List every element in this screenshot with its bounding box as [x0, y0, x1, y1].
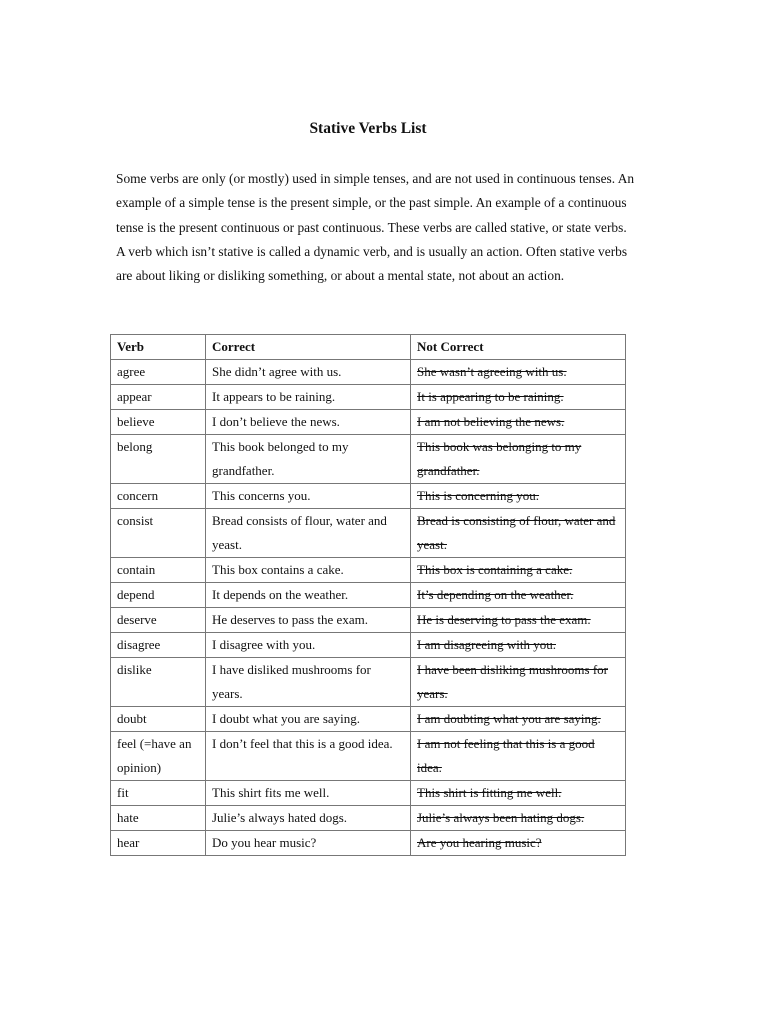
verb-cell: disagree — [111, 633, 206, 658]
incorrect-example-cell: She wasn’t agreeing with us. — [411, 360, 626, 385]
table-row — [111, 633, 626, 658]
incorrect-example-cell: I am doubting what you are saying. — [411, 707, 626, 732]
incorrect-example-cell: Julie’s always been hating dogs. — [411, 806, 626, 831]
verb-cell: feel (=have an opinion) — [111, 732, 206, 781]
correct-example-cell: Bread consists of flour, water and yeast. — [206, 509, 411, 558]
table-row — [111, 410, 626, 435]
verb-cell: fit — [111, 781, 206, 806]
verb-cell: doubt — [111, 707, 206, 732]
verb-cell: contain — [111, 558, 206, 583]
table-row — [111, 558, 626, 583]
correct-example-cell: I have disliked mushrooms for years. — [206, 658, 411, 707]
correct-example-cell: I doubt what you are saying. — [206, 707, 411, 732]
correct-example-cell: She didn’t agree with us. — [206, 360, 411, 385]
table-row — [111, 435, 626, 484]
table-row — [111, 806, 626, 831]
incorrect-example-cell: I am disagreeing with you. — [411, 633, 626, 658]
table-row — [111, 658, 626, 707]
table-row — [111, 583, 626, 608]
verb-cell: agree — [111, 360, 206, 385]
correct-example-cell: This book belonged to my grandfather. — [206, 435, 411, 484]
verb-cell: appear — [111, 385, 206, 410]
correct-example-cell: It appears to be raining. — [206, 385, 411, 410]
correct-example-cell: Do you hear music? — [206, 831, 411, 856]
incorrect-example-cell: Bread is consisting of flour, water and yeast. — [411, 509, 626, 558]
correct-example-cell: He deserves to pass the exam. — [206, 608, 411, 633]
document-title: Stative Verbs List — [309, 120, 427, 137]
correct-example-cell: I don’t feel that this is a good idea. — [206, 732, 411, 781]
verb-cell: concern — [111, 484, 206, 509]
incorrect-example-cell: I have been disliking mushrooms for years. — [411, 658, 626, 707]
verb-cell: belong — [111, 435, 206, 484]
incorrect-example-cell: This book was belonging to my grandfather. — [411, 435, 626, 484]
table-row — [111, 385, 626, 410]
table-row — [111, 509, 626, 558]
incorrect-example-cell: This is concerning you. — [411, 484, 626, 509]
verb-cell: hate — [111, 806, 206, 831]
table-row — [111, 781, 626, 806]
table-row — [111, 732, 626, 781]
table-row — [111, 707, 626, 732]
table-row — [111, 831, 626, 856]
correct-example-cell: I don’t believe the news. — [206, 410, 411, 435]
correct-example-cell: It depends on the weather. — [206, 583, 411, 608]
incorrect-example-cell: He is deserving to pass the exam. — [411, 608, 626, 633]
correct-example-cell: This concerns you. — [206, 484, 411, 509]
incorrect-example-cell: This box is containing a cake. — [411, 558, 626, 583]
verb-cell: hear — [111, 831, 206, 856]
header-not-correct: Not Correct — [411, 335, 626, 360]
table-row — [111, 484, 626, 509]
incorrect-example-cell: I am not feeling that this is a good idea. — [411, 732, 626, 781]
header-correct: Correct — [206, 335, 411, 360]
verb-cell: depend — [111, 583, 206, 608]
table-row — [111, 608, 626, 633]
incorrect-example-cell: It’s depending on the weather. — [411, 583, 626, 608]
incorrect-example-cell: It is appearing to be raining. — [411, 385, 626, 410]
intro-paragraph: Some verbs are only (or mostly) used in simple tenses, and are not used in continuous tenses. An example of a simple tense is the present simple, or the past simple. An example of a continuous tense is the present continuous or past continuous. These verbs are called stative, or state verbs. A verb which isn’t stative is called a dynamic verb, and is usually an action. Often stative verbs are about liking or disliking something, or about a mental state, not about an action. — [116, 171, 635, 284]
correct-example-cell: Julie’s always hated dogs. — [206, 806, 411, 831]
incorrect-example-cell: I am not believing the news. — [411, 410, 626, 435]
stative-verbs-table — [110, 334, 626, 856]
header-verb: Verb — [111, 335, 206, 360]
incorrect-example-cell: This shirt is fitting me well. — [411, 781, 626, 806]
verb-cell: believe — [111, 410, 206, 435]
correct-example-cell: I disagree with you. — [206, 633, 411, 658]
correct-example-cell: This shirt fits me well. — [206, 781, 411, 806]
correct-example-cell: This box contains a cake. — [206, 558, 411, 583]
verb-cell: dislike — [111, 658, 206, 707]
table-row — [111, 360, 626, 385]
verb-cell: deserve — [111, 608, 206, 633]
incorrect-example-cell: Are you hearing music? — [411, 831, 626, 856]
table-header-row — [111, 335, 626, 360]
verb-cell: consist — [111, 509, 206, 558]
